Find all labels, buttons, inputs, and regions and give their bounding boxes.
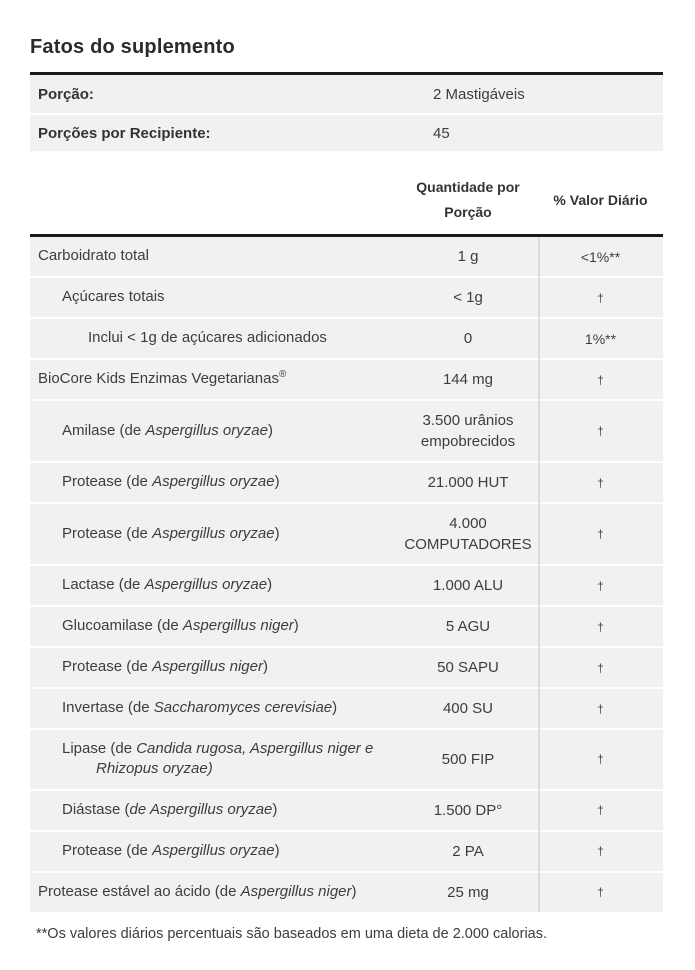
row-amount: 5 AGU xyxy=(445,618,491,635)
page-title: Fatos do suplemento xyxy=(30,36,235,58)
table-row xyxy=(30,504,663,566)
table-row xyxy=(30,360,663,401)
row-label: Protease (de Aspergillus oryzae) xyxy=(62,524,280,542)
row-daily-value: † xyxy=(597,885,604,899)
table-row xyxy=(30,873,663,912)
row-label: Carboidrato total xyxy=(38,247,149,265)
footnote: **Os valores diários percentuais são baseados em uma dieta de 2.000 calorias. xyxy=(36,925,548,942)
facts-table xyxy=(30,234,663,912)
row-daily-value: 1%** xyxy=(584,330,617,347)
row-label: Protease (de Aspergillus oryzae) xyxy=(62,473,280,491)
row-amount: 1.500 DP° xyxy=(433,801,503,819)
row-amount: < 1g xyxy=(453,289,483,306)
row-daily-value: † xyxy=(597,619,604,634)
row-daily-value: † xyxy=(597,701,604,716)
row-daily-value: † xyxy=(597,578,604,593)
row-label: Protease estável ao ácido (de Aspergillus niger) xyxy=(38,882,357,900)
table-row xyxy=(30,832,663,873)
row-label: Protease (de Aspergillus niger) xyxy=(62,658,268,676)
row-amount: 2 PA xyxy=(452,842,484,860)
table-row xyxy=(30,463,663,504)
row-amount: 21.000 HUT xyxy=(427,474,509,491)
row-daily-value: † xyxy=(597,527,604,541)
serving-row xyxy=(30,75,663,113)
row-amount: 50 SAPU xyxy=(437,659,499,676)
serving-info-table xyxy=(30,72,663,151)
column-header-amount: Quantidade por Porção xyxy=(416,179,520,220)
row-daily-value: † xyxy=(597,475,604,490)
row-label: Invertase (de Saccharomyces cerevisiae) xyxy=(62,699,338,717)
row-amount: 400 SU xyxy=(442,700,494,717)
row-label: Glucoamilase (de Aspergillus niger) xyxy=(62,617,299,635)
row-label: Amilase (de Aspergillus oryzae) xyxy=(62,421,273,439)
row-amount: 1 g xyxy=(457,248,479,265)
row-label: Açúcares totais xyxy=(62,288,165,306)
table-row xyxy=(30,566,663,607)
row-daily-value: † xyxy=(597,803,604,817)
row-daily-value: † xyxy=(597,752,604,767)
row-daily-value: † xyxy=(597,660,604,675)
row-label: Lactase (de Aspergillus oryzae) xyxy=(62,576,273,594)
facts-column-headers xyxy=(30,175,663,234)
serving-row-value: 45 xyxy=(433,124,450,142)
row-label: Protease (de Aspergillus oryzae) xyxy=(62,841,280,859)
row-amount: 25 mg xyxy=(447,883,489,901)
serving-row-value: 2 Mastigáveis xyxy=(433,85,525,103)
table-row xyxy=(30,689,663,730)
row-amount: 0 xyxy=(463,330,473,347)
table-row xyxy=(30,791,663,832)
row-label: Diástase (de Aspergillus oryzae) xyxy=(62,800,278,818)
row-daily-value: † xyxy=(597,424,604,438)
row-label: BioCore Kids Enzimas Vegetarianas® xyxy=(38,369,287,388)
row-daily-value: † xyxy=(597,844,604,858)
table-row xyxy=(30,278,663,319)
row-label: Inclui < 1g de açúcares adicionados xyxy=(88,329,327,347)
row-amount: 4.000 COMPUTADORES xyxy=(404,515,532,553)
column-header-daily-value: % Valor Diário xyxy=(553,191,648,208)
table-row xyxy=(30,648,663,689)
table-row xyxy=(30,237,663,278)
serving-row-label: Porções por Recipiente: xyxy=(38,124,211,142)
table-row xyxy=(30,730,663,791)
serving-row-label: Porção: xyxy=(38,85,94,103)
table-row xyxy=(30,319,663,360)
row-amount: 500 FIP xyxy=(441,750,495,768)
row-daily-value: † xyxy=(597,290,604,305)
row-daily-value: † xyxy=(597,372,604,387)
row-daily-value: <1%** xyxy=(580,248,621,265)
table-row xyxy=(30,607,663,648)
row-label: Lipase (de Candida rugosa, Aspergillus niger e Rhizopus oryzae) xyxy=(62,740,374,778)
row-amount: 1.000 ALU xyxy=(432,577,504,594)
serving-row xyxy=(30,113,663,151)
row-amount: 144 mg xyxy=(442,371,494,388)
row-amount: 3.500 urânios empobrecidos xyxy=(420,412,516,450)
table-row xyxy=(30,401,663,463)
